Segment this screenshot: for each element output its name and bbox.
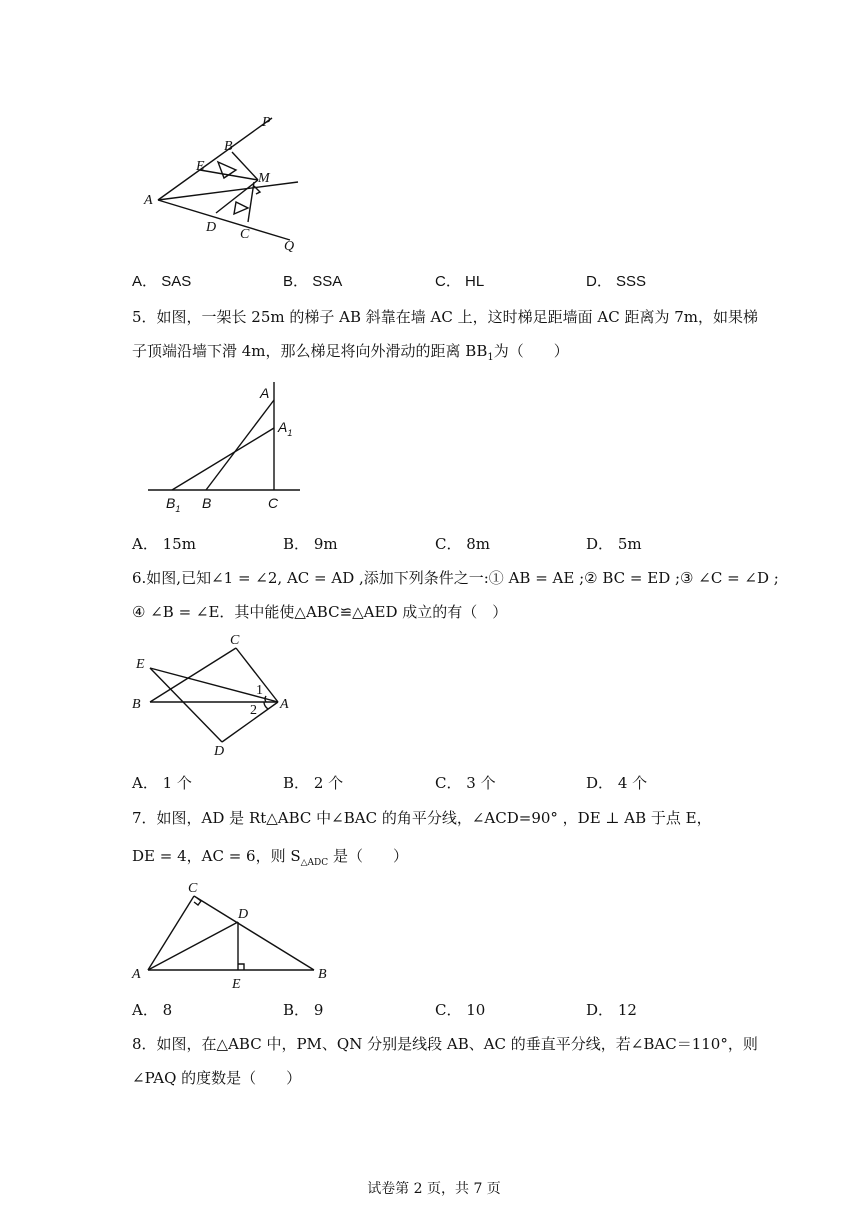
q5-option-c[interactable]: C． 8m [435,535,491,553]
label-b1: $B_1$ [166,495,181,514]
q7-text-line1: 7．如图，AD 是 Rt△ABC 中∠BAC 的角平分线，∠ACD=90° ，DE ⊥ AB 于点 E， [132,809,712,827]
segment-ad [148,922,238,970]
label-e: E [136,657,145,672]
page-footer: 试卷第 2 页，共 7 页 [367,1181,501,1197]
q7-option-c[interactable]: C． 10 [435,1001,486,1019]
label-d: D [238,907,249,922]
segment-bc [150,648,236,702]
label-m: M [258,171,270,186]
q6-text-line2: ④ ∠B = ∠E．其中能使△ABC≌△AED 成立的有（ ） [132,603,508,621]
q5-text-line1: 5．如图，一架长 25m 的梯子 AB 斜靠在墙 AC 上，这时梯足距墙面 AC 距离为 7m，如果梯 [132,308,759,326]
segment-ac [148,896,194,970]
label-e: E [232,977,241,992]
q7-text-line2: DE = 4，AC = 6，则 $S_{\triangle ADC}$ 是（ ） [132,847,408,868]
label-b: B [224,139,233,154]
label-angle-2: 2 [250,703,257,718]
right-angle-e [238,964,244,970]
label-a: A [260,385,270,401]
label-a: A [144,193,153,208]
label-p: P [262,115,271,130]
label-c: C [188,881,198,896]
label-b: B [318,967,327,982]
q7-figure [128,876,338,994]
label-a: A [132,967,141,982]
label-angle-1: 1 [256,683,263,698]
q8-text-line2: ∠PAQ 的度数是（ ） [132,1069,302,1087]
q4-figure [140,110,310,260]
ladder-a1b1 [172,428,274,490]
label-b: B [132,697,141,712]
q6-option-d[interactable]: D． 4 个 [586,774,648,792]
q7-option-b[interactable]: B． 9 [283,1001,324,1019]
ladder-ab [206,400,274,490]
label-b: B [202,495,212,511]
label-c: C [230,633,240,648]
label-c: C [268,495,279,511]
label-a: A [280,697,289,712]
label-d: D [206,220,217,235]
label-a1: $A_1$ [278,419,293,438]
q5-text-line2: 子顶端沿墙下滑 4m，那么梯足将向外滑动的距离 $BB_1$为（ ） [132,342,569,363]
q5-option-d[interactable]: D． 5m [586,535,642,553]
set-square-lower [234,202,248,214]
q4-option-a[interactable]: A． SAS [132,273,192,290]
q4-option-b[interactable]: B． SSA [283,273,343,290]
q5-figure [140,378,310,518]
angle-2-arc [264,702,268,709]
q6-text-line1: 6.如图,已知∠1 = ∠2, AC = AD ,添加下列条件之一:① AB = AE ;② BC = ED ;③ ∠C = ∠D ; [132,569,779,587]
q4-option-d[interactable]: D． SSS [586,273,647,290]
q7-option-a[interactable]: A． 8 [132,1001,173,1019]
q5-option-a[interactable]: A． 15m [132,535,196,553]
q5-option-b[interactable]: B． 9m [283,535,338,553]
q4-option-c[interactable]: C． HL [435,273,485,290]
q6-option-a[interactable]: A． 1 个 [132,774,192,792]
segment-cb [194,896,314,970]
q6-figure [128,630,298,760]
label-d: D [214,744,225,759]
q6-option-c[interactable]: C． 3 个 [435,774,496,792]
label-q: Q [284,239,295,254]
label-c: C [240,227,250,242]
q7-option-d[interactable]: D． 12 [586,1001,637,1019]
q6-option-b[interactable]: B． 2 个 [283,774,344,792]
label-e: E [196,159,205,174]
q8-text-line1: 8．如图，在△ABC 中，PM、QN 分别是线段 AB、AC 的垂直平分线，若∠BAC＝110°，则 [132,1035,758,1053]
